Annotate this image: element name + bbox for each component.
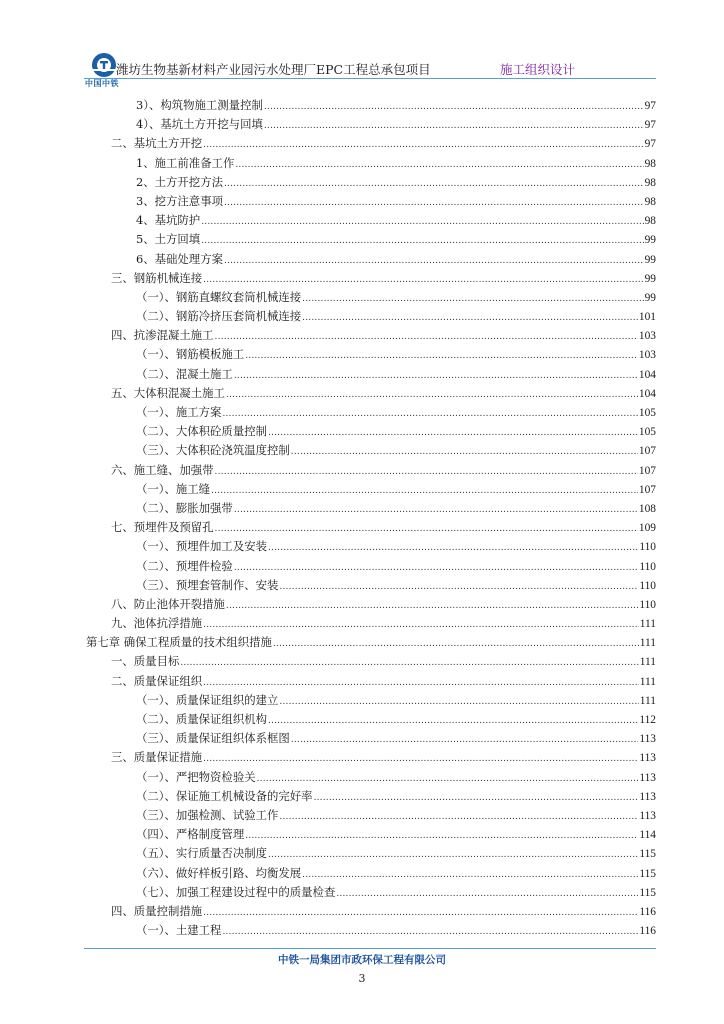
toc-entry[interactable] — [86, 883, 656, 902]
toc-entry[interactable] — [86, 230, 656, 249]
toc-entry[interactable] — [86, 461, 656, 480]
toc-entry[interactable] — [86, 173, 656, 192]
toc-entry[interactable] — [86, 864, 656, 883]
toc-entry[interactable] — [86, 614, 656, 633]
toc-entry-label: （二）、保证施工机械设备的完好率 — [136, 788, 313, 803]
toc-entry-page: 105 — [638, 426, 656, 439]
toc-dot-leader — [222, 403, 637, 424]
toc-entry-page: 115 — [639, 886, 656, 899]
toc-entry-label: 四、抗渗混凝土施工 — [111, 328, 214, 343]
toc-dot-leader — [336, 883, 638, 904]
toc-dot-leader — [180, 652, 638, 673]
toc-entry-page: 116 — [639, 925, 656, 938]
toc-entry-page: 98 — [644, 176, 656, 189]
toc-entry-label: 一、质量目标 — [111, 654, 180, 669]
toc-entry-label: 2、土方开挖方法 — [136, 174, 223, 189]
toc-entry[interactable] — [86, 768, 656, 787]
toc-entry-page: 108 — [638, 502, 656, 515]
toc-entry-page: 98 — [644, 157, 656, 170]
toc-entry-page: 99 — [644, 234, 656, 247]
toc-dot-leader — [215, 326, 638, 347]
toc-entry-label: 3、挖方注意事项 — [136, 193, 223, 208]
toc-entry[interactable] — [86, 384, 656, 403]
toc-entry-page: 98 — [644, 195, 656, 208]
toc-entry-page: 107 — [638, 483, 656, 496]
toc-dot-leader — [211, 480, 638, 501]
toc-dot-leader — [203, 672, 639, 693]
toc-entry-page: 110 — [639, 560, 656, 573]
toc-entry-label: 五、大体积混凝土施工 — [111, 385, 225, 400]
toc-entry-label: 九、池体抗浮措施 — [111, 616, 203, 631]
toc-entry[interactable] — [86, 441, 656, 460]
toc-entry[interactable] — [86, 710, 656, 729]
toc-entry-page: 103 — [638, 330, 656, 343]
toc-entry-page: 99 — [644, 272, 656, 285]
toc-entry-label: 八、防止池体开裂措施 — [111, 596, 225, 611]
toc-entry[interactable] — [86, 307, 656, 326]
header-divider — [84, 78, 656, 79]
page-number: 3 — [358, 972, 366, 985]
toc-dot-leader — [222, 921, 638, 942]
toc-dot-leader — [234, 557, 639, 578]
project-title: 潍坊生物基新材料产业园污水处理厂EPC工程总承包项目 — [116, 62, 431, 77]
toc-entry[interactable] — [86, 250, 656, 269]
toc-dot-leader — [268, 422, 638, 443]
toc-entry-label: （二）、混凝土施工 — [136, 366, 233, 381]
toc-dot-leader — [268, 844, 638, 865]
toc-entry-label: 4、基坑防护 — [136, 213, 201, 228]
toc-entry-label: 4）、基坑土方开挖与回填 — [136, 117, 263, 132]
toc-dot-leader — [302, 288, 643, 309]
toc-entry-page: 105 — [638, 407, 656, 419]
toc-entry-page: 107 — [638, 464, 656, 477]
toc-entry-label: 二、质量保证组织 — [111, 673, 203, 688]
toc-dot-leader — [224, 192, 644, 213]
toc-entry[interactable] — [86, 537, 656, 556]
toc-entry-label: （六）、做好样板引路、均衡发展 — [136, 865, 302, 880]
toc-entry[interactable] — [86, 480, 656, 499]
toc-dot-leader — [203, 134, 643, 155]
toc-entry[interactable] — [86, 633, 656, 652]
toc-entry[interactable] — [86, 211, 656, 230]
document-section-title: 施工组织设计 — [500, 62, 576, 77]
toc-entry-page: 101 — [638, 311, 656, 324]
toc-entry-label: （一）、土建工程 — [136, 923, 222, 938]
toc-entry[interactable] — [86, 345, 656, 364]
toc-entry-label: 六、施工缝、加强带 — [111, 462, 214, 477]
toc-dot-leader — [302, 864, 638, 885]
toc-entry-label: 1、施工前准备工作 — [136, 155, 235, 170]
toc-entry-label: （二）、钢筋冷挤压套筒机械连接 — [136, 309, 302, 324]
toc-entry-label: （三）、质量保证组织体系框图 — [136, 731, 290, 746]
toc-entry-label: （一）、钢筋模板施工 — [136, 347, 245, 362]
toc-entry[interactable] — [86, 576, 656, 595]
toc-dot-leader — [291, 729, 639, 750]
toc-entry-page: 113 — [639, 771, 656, 784]
toc-entry-page: 115 — [639, 848, 656, 861]
toc-dot-leader — [201, 211, 643, 232]
toc-dot-leader — [224, 250, 644, 271]
page-header — [84, 52, 654, 92]
toc-entry-page: 103 — [638, 349, 656, 362]
toc-entry-page: 110 — [639, 598, 656, 611]
toc-entry[interactable] — [86, 921, 656, 940]
toc-dot-leader — [226, 595, 638, 616]
toc-entry[interactable] — [86, 115, 656, 134]
toc-entry[interactable] — [86, 729, 656, 748]
toc-dot-leader — [279, 806, 638, 827]
toc-dot-leader — [245, 345, 638, 366]
toc-entry[interactable] — [86, 557, 656, 576]
toc-entry-label: （二）、质量保证组织机构 — [136, 712, 267, 726]
toc-dot-leader — [203, 748, 638, 769]
toc-dot-leader — [273, 633, 639, 654]
toc-dot-leader — [257, 768, 639, 789]
toc-entry-page: 115 — [639, 867, 656, 880]
toc-dot-leader — [302, 307, 638, 328]
toc-entry-label: （一）、施工缝 — [136, 481, 211, 496]
toc-entry-label: （七）、加强工程建设过程中的质量检查 — [136, 884, 336, 899]
toc-entry-label: （三）、加强检测、试验工作 — [136, 807, 279, 822]
toc-entry-label: （二）、预埋件检验 — [136, 558, 233, 573]
toc-dot-leader — [203, 269, 643, 290]
toc-entry[interactable] — [86, 499, 656, 518]
footer-divider — [84, 948, 656, 949]
toc-entry-label: （二）、膨胀加强带 — [136, 500, 233, 515]
toc-entry-label: （一）、严把物资检验关 — [136, 769, 256, 784]
toc-entry[interactable] — [86, 288, 656, 307]
toc-entry[interactable] — [86, 154, 656, 173]
toc-entry-label: 二、基坑土方开挖 — [111, 136, 203, 151]
toc-dot-leader — [268, 710, 638, 731]
toc-dot-leader — [215, 461, 638, 482]
toc-entry[interactable] — [86, 365, 656, 384]
toc-dot-leader — [314, 787, 639, 808]
toc-entry[interactable] — [86, 806, 656, 825]
logo-text: 中国中铁 — [85, 79, 119, 88]
toc-entry[interactable] — [86, 691, 656, 710]
toc-entry-page: 111 — [639, 656, 656, 669]
toc-dot-leader — [203, 902, 638, 923]
toc-entry-label: （三）、大体积砼浇筑温度控制 — [136, 443, 290, 458]
toc-entry[interactable] — [86, 422, 656, 441]
toc-entry-page: 99 — [644, 253, 656, 266]
toc-entry-label: （五）、实行质量否决制度 — [136, 846, 267, 861]
toc-entry-label: （二）、大体积砼质量控制 — [136, 424, 267, 439]
footer-company-name: 中铁一局集团市政环保工程有限公司 — [278, 954, 446, 966]
toc-entry-page: 99 — [644, 291, 656, 304]
toc-entry[interactable] — [86, 192, 656, 211]
toc-entry-label: 3）、构筑物施工测量控制 — [136, 98, 263, 112]
toc-entry-label: 七、预埋件及预留孔 — [111, 520, 214, 535]
toc-entry-page: 114 — [639, 829, 656, 842]
toc-entry-page: 113 — [639, 752, 656, 765]
toc-entry-label: （一）、施工方案 — [136, 405, 222, 419]
toc-entry-page: 97 — [644, 138, 656, 151]
toc-entry-label: 第七章 确保工程质量的技术组织措施 — [86, 635, 272, 650]
toc-entry[interactable] — [86, 825, 656, 844]
toc-entry-page: 104 — [638, 387, 656, 400]
toc-entry-page: 113 — [639, 733, 656, 746]
toc-entry-label: （四）、严格制度管理 — [136, 827, 245, 842]
toc-entry[interactable] — [86, 652, 656, 671]
toc-dot-leader — [224, 173, 644, 194]
toc-entry[interactable] — [86, 595, 656, 614]
toc-entry-page: 110 — [639, 579, 656, 592]
toc-dot-leader — [201, 230, 643, 251]
toc-entry[interactable] — [86, 403, 656, 422]
toc-entry-label: 三、钢筋机械连接 — [111, 270, 203, 285]
toc-dot-leader — [215, 518, 638, 539]
toc-entry-label: 三、质量保证措施 — [111, 750, 203, 765]
toc-entry-page: 111 — [639, 618, 656, 631]
toc-entry-label: 四、质量控制措施 — [111, 903, 203, 918]
toc-entry-label: （三）、预埋套管制作、安装 — [136, 577, 279, 592]
toc-entry-page: 111 — [639, 694, 656, 707]
toc-dot-leader — [235, 154, 643, 175]
table-of-contents — [86, 96, 656, 940]
toc-dot-leader — [245, 825, 638, 846]
toc-dot-leader — [279, 691, 638, 712]
toc-entry[interactable] — [86, 518, 656, 537]
toc-entry-page: 113 — [639, 790, 656, 803]
toc-entry-page: 113 — [639, 809, 656, 822]
toc-entry-label: （一）、预埋件加工及安装 — [136, 539, 267, 554]
toc-entry[interactable] — [86, 134, 656, 153]
toc-entry[interactable] — [86, 748, 656, 767]
toc-entry-page: 104 — [638, 368, 656, 381]
toc-entry-label: 5、土方回填 — [136, 232, 201, 247]
toc-entry-page: 97 — [644, 100, 656, 112]
toc-entry[interactable] — [86, 787, 656, 806]
toc-entry-page: 107 — [638, 445, 656, 458]
toc-entry[interactable] — [86, 672, 656, 691]
toc-dot-leader — [203, 614, 639, 635]
toc-dot-leader — [264, 96, 644, 117]
toc-entry-page: 97 — [644, 119, 656, 132]
toc-dot-leader — [291, 441, 638, 462]
toc-entry[interactable] — [86, 269, 656, 288]
toc-entry-page: 110 — [639, 541, 656, 554]
toc-entry[interactable] — [86, 902, 656, 921]
toc-entry[interactable] — [86, 326, 656, 345]
toc-entry-page: 111 — [639, 637, 656, 650]
toc-dot-leader — [268, 537, 638, 558]
toc-entry-page: 109 — [638, 522, 656, 535]
toc-entry-label: （一）、钢筋直螺纹套筒机械连接 — [136, 289, 302, 304]
toc-entry-label: 6、基础处理方案 — [136, 251, 223, 266]
toc-entry-page: 111 — [639, 675, 656, 688]
toc-entry-page: 112 — [639, 714, 656, 726]
toc-entry[interactable] — [86, 96, 656, 115]
toc-entry-label: （一）、质量保证组织的建立 — [136, 692, 279, 707]
toc-dot-leader — [264, 115, 644, 136]
toc-dot-leader — [234, 365, 638, 386]
toc-dot-leader — [226, 384, 638, 405]
toc-entry-page: 116 — [639, 905, 656, 918]
toc-entry[interactable] — [86, 844, 656, 863]
toc-dot-leader — [234, 499, 638, 520]
toc-dot-leader — [279, 576, 638, 597]
toc-entry-page: 98 — [644, 215, 656, 228]
